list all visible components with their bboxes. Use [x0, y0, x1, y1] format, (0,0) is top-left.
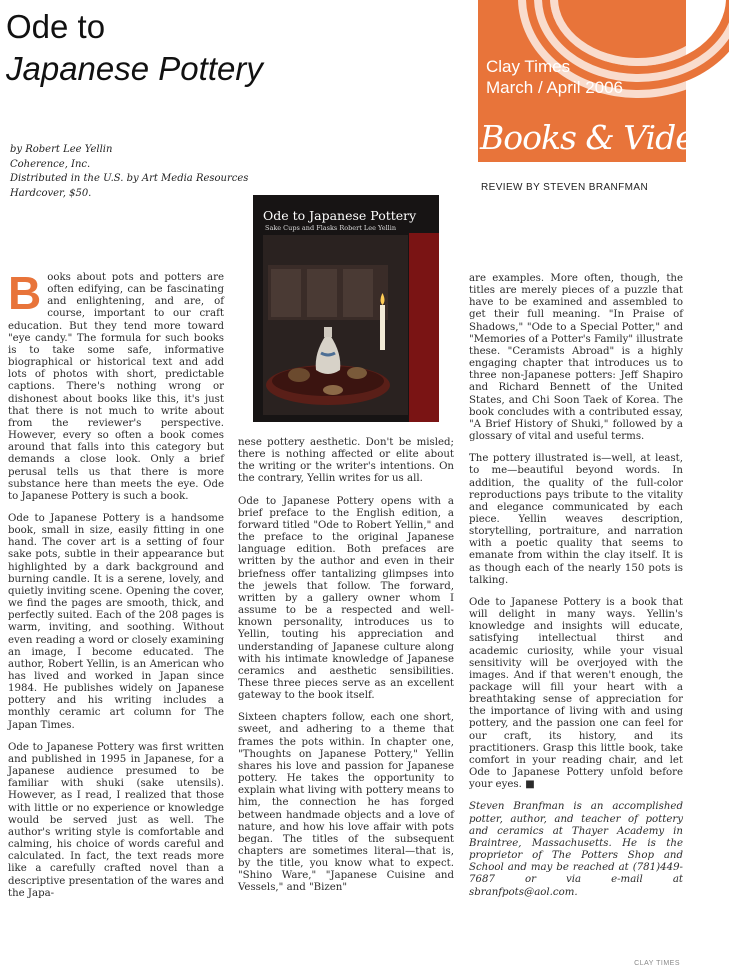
credit-format-price: Hardcover, $50. — [10, 187, 92, 199]
paragraph-intro — [8, 267, 224, 503]
column-1 — [8, 267, 224, 910]
credit-publisher: Coherence, Inc. — [10, 158, 91, 170]
reviewer-byline: REVIEW BY STEVEN BRANFMAN — [481, 182, 649, 193]
cover-title: Ode to Japanese Pottery — [263, 208, 417, 223]
sake-pots-image — [263, 235, 408, 415]
paragraph: are examples. More often, though, the titles are merely pieces of a puzzle that have to be examined and assembled to get their full meaning. "In Praise of Shadows," "Ode to a Special Potter," and "Memories of a Potter's Family" illustrate these. "Ceramists Abroad" is a highly engaging chapter that introduces us to three non-Japanese potters: Jeff Shapiro and Richard Bennett of the United States, and Chi Soon Taek of Korea. The book concludes with a contributed essay, "A Brief History of Shuki," followed by a glossary of vital and useful terms. — [469, 273, 683, 443]
cover-subtitle: Sake Cups and Flasks Robert Lee Yellin — [265, 224, 397, 232]
paragraph: The pottery illustrated is—well, at least, to me—beautiful beyond words. In addition, the quality of the full-color reproductions pays tribute to the vitality and elegance communicated by each piece. Yellin weaves description, storytelling, portraiture, and narration with a poetic quality that seems to emanate from within the clay itself. It is as though each of the nearly 150 pots is talking. — [469, 453, 683, 586]
paragraph: Sixteen chapters follow, each one short, sweet, and adhering to a theme that frames the pots within. In chapter one, "Thoughts on Japanese Pottery," Yellin shares his love and passion for Japanese pottery. He takes the opportunity to explain what living with pottery means to him, the connection he has forged between handmade objects and a love of nature, and how his love affair with pots began. The titles of the subsequent chapters are sometimes literal—that is, by the title, you know what to expect. "Shino Ware," "Japanese Cuisine and Vessels," and "Bizen" — [238, 712, 454, 894]
credit-author: by Robert Lee Yellin — [10, 144, 113, 155]
paragraph: Ode to Japanese Pottery opens with a brief preface to the English edition, a forward titled "Ode to Robert Yellin," and the preface to the original Japanese language edition. Both prefaces are written by the author and even in their briefness offer tantalizing glimpses into the jewels that follow. The forward, written by a gallery owner whom I assume to be a respected and well-known personality, introduces us to Yellin, touting his appreciation and understanding of Japanese culture along with his intimate knowledge of Japanese ceramics and aesthetic sensibilities. These three pieces serve as an excellent gateway to the book itself. — [238, 495, 454, 702]
paragraph: nese pottery aesthetic. Don't be misled; there is nothing affected or elite about the writing or the writer's intentions. On the contrary, Yellin writes for us all. — [238, 437, 454, 485]
book-credits — [10, 143, 248, 201]
column-2 — [238, 437, 454, 905]
paragraph: Ode to Japanese Pottery is a handsome book, small in size, easily fitting in one hand. The cover art is a setting of four sake pots, subtle in their appearance but highlighted by a dark background and burning candle. It is a serene, lovely, and quietly inviting scene. Opening the cover, we find the pages are smooth, thick, and perfectly suited. Each of the 208 pages is warm, inviting, and soothing. Without even reading a word or closely examining an image, I become educated. The author, Robert Yellin, is an American who has lived and worked in Japan since 1984. He publishes widely on Japanese pottery and his writing includes a monthly ceramic art column for The Japan Times. — [8, 512, 224, 731]
reviewer-bio: Steven Branfman is an accomplished potter, author, and teacher of pottery and ceramics at Thayer Academy in Braintree, Massachusetts. He is the proprietor of The Potters Shop and School and may be reached at (781)449-7687 or via e-mail at sbranfpots@aol.com. — [469, 801, 683, 898]
page-footer: CLAY TIMES — [634, 960, 680, 967]
section-title: Books & Videos — [480, 118, 729, 157]
paragraph: Ode to Japanese Pottery is a book that will delight in many ways. Yellin's knowledge and insights will educate, satisfying intellectual thirst and academic curiosity, while your visual sensitivity will be overjoyed with the images. And if that weren't enough, the package will fill your heart with a breathtaking sense of appreciation for the importance of living with and using pottery, and the passion one can feel for our craft, its history, and its practitioners. Grasp this little book, take comfort in your reading chair, and let Ode to Japanese Pottery unfold before your eyes. ■ — [469, 596, 683, 791]
cover-red-stripe — [409, 233, 439, 422]
paragraph-text: ooks about pots and potters are often edifying, can be fascinating and enlightening, and are, of course, important to our craft education. But they tend more toward "eye candy." The formula for such books is to take some safe, informative biographical or historical text and add lots of photos with short, predictable captions. There's nothing wrong or dishonest about books like this, it's just that there is not much to write about from the reviewer's perspective. However, every so often a book comes around that falls into this category but demands a close look. Only a brief perusal tells us that there is more substance here than meets the eye. Ode to Japanese Pottery is such a book. — [8, 272, 224, 502]
drop-cap: B — [8, 267, 42, 319]
section-header-box — [478, 0, 729, 162]
paragraph: Ode to Japanese Pottery was first written and published in 1995 in Japanese, for a Japanese audience presumed to be familiar with shuki (sake utensils). However, as I read, I realized that those with little or no experience or knowledge would be served just as well. The author's writing style is comfortable and calming, his choice of words careful and calculated. In fact, the text reads more like a carefully crafted novel than a descriptive presentation of the wares and the Japa- — [8, 741, 224, 899]
title-line-2: Japanese Pottery — [6, 50, 263, 87]
magazine-name: Clay Times — [486, 57, 571, 76]
column-3 — [469, 273, 683, 909]
magazine-info — [486, 56, 623, 98]
title-line-1: Ode to — [6, 8, 106, 45]
article-title — [6, 6, 263, 90]
book-cover — [253, 195, 439, 422]
credit-distributor: Distributed in the U.S. by Art Media Resources — [10, 173, 249, 184]
issue-date: March / April 2006 — [486, 78, 624, 97]
